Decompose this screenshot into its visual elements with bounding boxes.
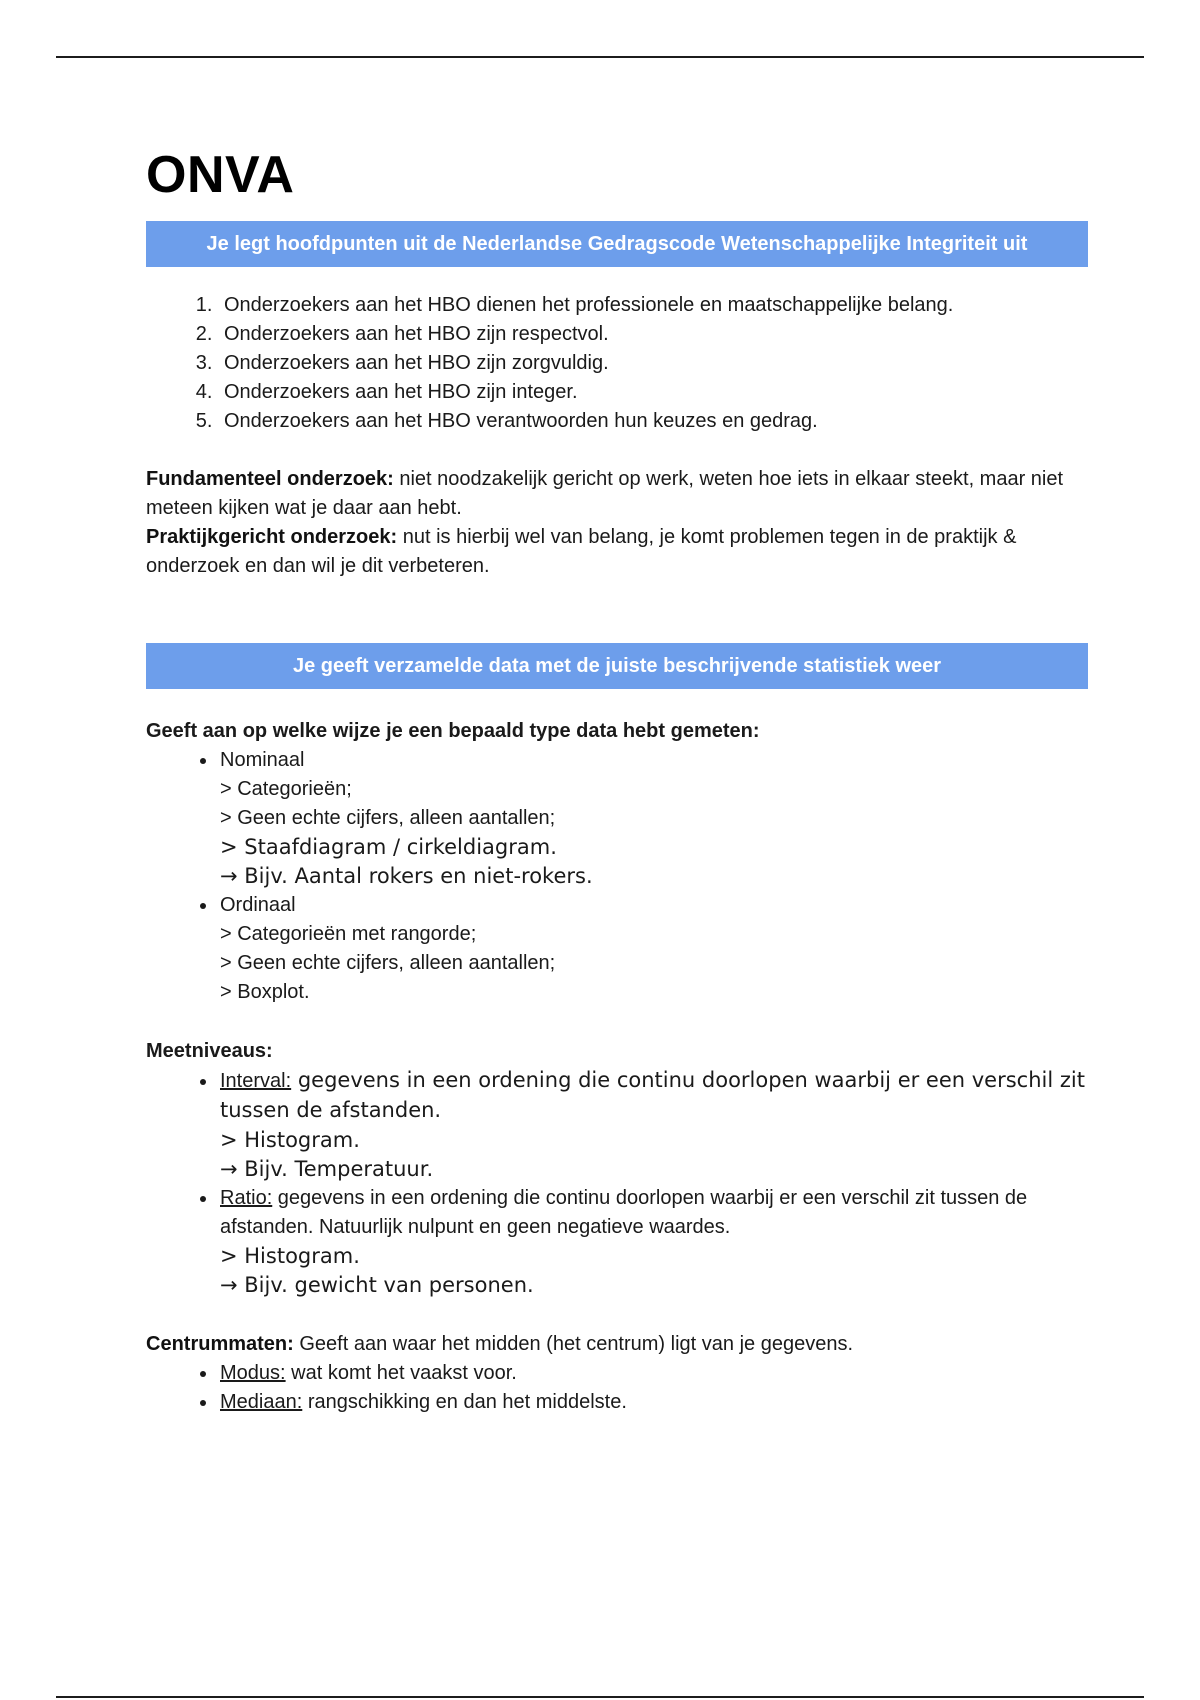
- nominaal-line: > Categorieën;: [220, 778, 352, 800]
- section-banner-integriteit: Je legt hoofdpunten uit de Nederlandse Gedragscode Wetenschappelijke Integriteit uit: [146, 221, 1088, 267]
- research-type-definitions: [146, 465, 1088, 581]
- interval-name: Interval:: [220, 1070, 292, 1092]
- data-types-list: [146, 746, 1088, 1007]
- meetniveaus-list: [146, 1066, 1088, 1300]
- modus-name: Modus:: [220, 1362, 286, 1384]
- praktijk-label: Praktijkgericht onderzoek:: [146, 526, 398, 548]
- nominaal-name: Nominaal: [220, 749, 305, 771]
- praktijk-definition: [146, 523, 1088, 581]
- ordinaal-line: > Geen echte cijfers, alleen aantallen;: [220, 952, 556, 974]
- principle-item: 4. Onderzoekers aan het HBO zijn integer.: [218, 378, 1088, 407]
- centrummaten-list: [146, 1359, 1088, 1417]
- principle-item: 3. Onderzoekers aan het HBO zijn zorgvuldig.: [218, 349, 1088, 378]
- ratio-text: gegevens in een ordening die continu doorlopen waarbij er een verschil zit tussen de afstanden. Natuurlijk nulpunt en geen negatieve waardes.: [220, 1187, 1028, 1238]
- ordinaal-line: > Categorieën met rangorde;: [220, 923, 477, 945]
- ordinaal-line: > Boxplot.: [220, 981, 310, 1003]
- data-types-heading: Geeft aan op welke wijze je een bepaald type data hebt gemeten:: [146, 720, 760, 742]
- list-item-modus: [218, 1359, 1088, 1388]
- principle-item: 1. Onderzoekers aan het HBO dienen het professionele en maatschappelijke belang.: [218, 291, 1088, 320]
- mediaan-name: Mediaan:: [220, 1391, 303, 1413]
- centrummaten-label: Centrummaten:: [146, 1333, 294, 1355]
- ratio-example: → Bijv. gewicht van personen.: [220, 1273, 534, 1297]
- fundamenteel-label: Fundamenteel onderzoek:: [146, 468, 394, 490]
- ratio-line: > Histogram.: [220, 1244, 360, 1268]
- nominaal-line: > Geen echte cijfers, alleen aantallen;: [220, 807, 556, 829]
- section-banner-statistiek: Je geeft verzamelde data met de juiste beschrijvende statistiek weer: [146, 643, 1088, 689]
- list-item-ordinaal: [218, 891, 1088, 1007]
- fundamenteel-definition: [146, 465, 1088, 523]
- nominaal-line: > Staafdiagram / cirkeldiagram.: [220, 835, 557, 859]
- document-title: ONVA: [146, 146, 295, 204]
- mediaan-text: rangschikking en dan het middelste.: [302, 1391, 627, 1413]
- list-item-mediaan: [218, 1388, 1088, 1417]
- gedragscode-principles-list: [146, 291, 1088, 436]
- ratio-name: Ratio:: [220, 1187, 273, 1209]
- meetniveaus-heading: Meetniveaus:: [146, 1040, 273, 1062]
- principle-item: 2. Onderzoekers aan het HBO zijn respectvol.: [218, 320, 1088, 349]
- modus-text: wat komt het vaakst voor.: [285, 1362, 517, 1384]
- fundamenteel-text: niet noodzakelijk gericht op werk, weten hoe iets in elkaar steekt, maar niet meteen kijken wat je daar aan hebt.: [146, 468, 1064, 519]
- interval-text: gegevens in een ordening die continu doorlopen waarbij er een verschil zit tussen de afstanden.: [220, 1068, 1085, 1122]
- footer-rule: [56, 1696, 1144, 1698]
- document-page: [146, 145, 1088, 1417]
- header-rule: [56, 56, 1144, 58]
- interval-line: > Histogram.: [220, 1128, 360, 1152]
- interval-example: → Bijv. Temperatuur.: [220, 1157, 434, 1181]
- list-item-nominaal: [218, 746, 1088, 891]
- centrummaten-text: Geeft aan waar het midden (het centrum) ligt van je gegevens.: [293, 1333, 853, 1355]
- nominaal-example: → Bijv. Aantal rokers en niet-rokers.: [220, 864, 593, 888]
- list-item-ratio: [218, 1184, 1088, 1300]
- ordinaal-name: Ordinaal: [220, 894, 296, 916]
- centrummaten-definition: [146, 1330, 1088, 1359]
- principle-item: 5. Onderzoekers aan het HBO verantwoorden hun keuzes en gedrag.: [218, 407, 1088, 436]
- list-item-interval: [218, 1066, 1088, 1184]
- praktijk-text: nut is hierbij wel van belang, je komt problemen tegen in de praktijk & onderzoek en dan wil je dit verbeteren.: [146, 526, 1017, 577]
